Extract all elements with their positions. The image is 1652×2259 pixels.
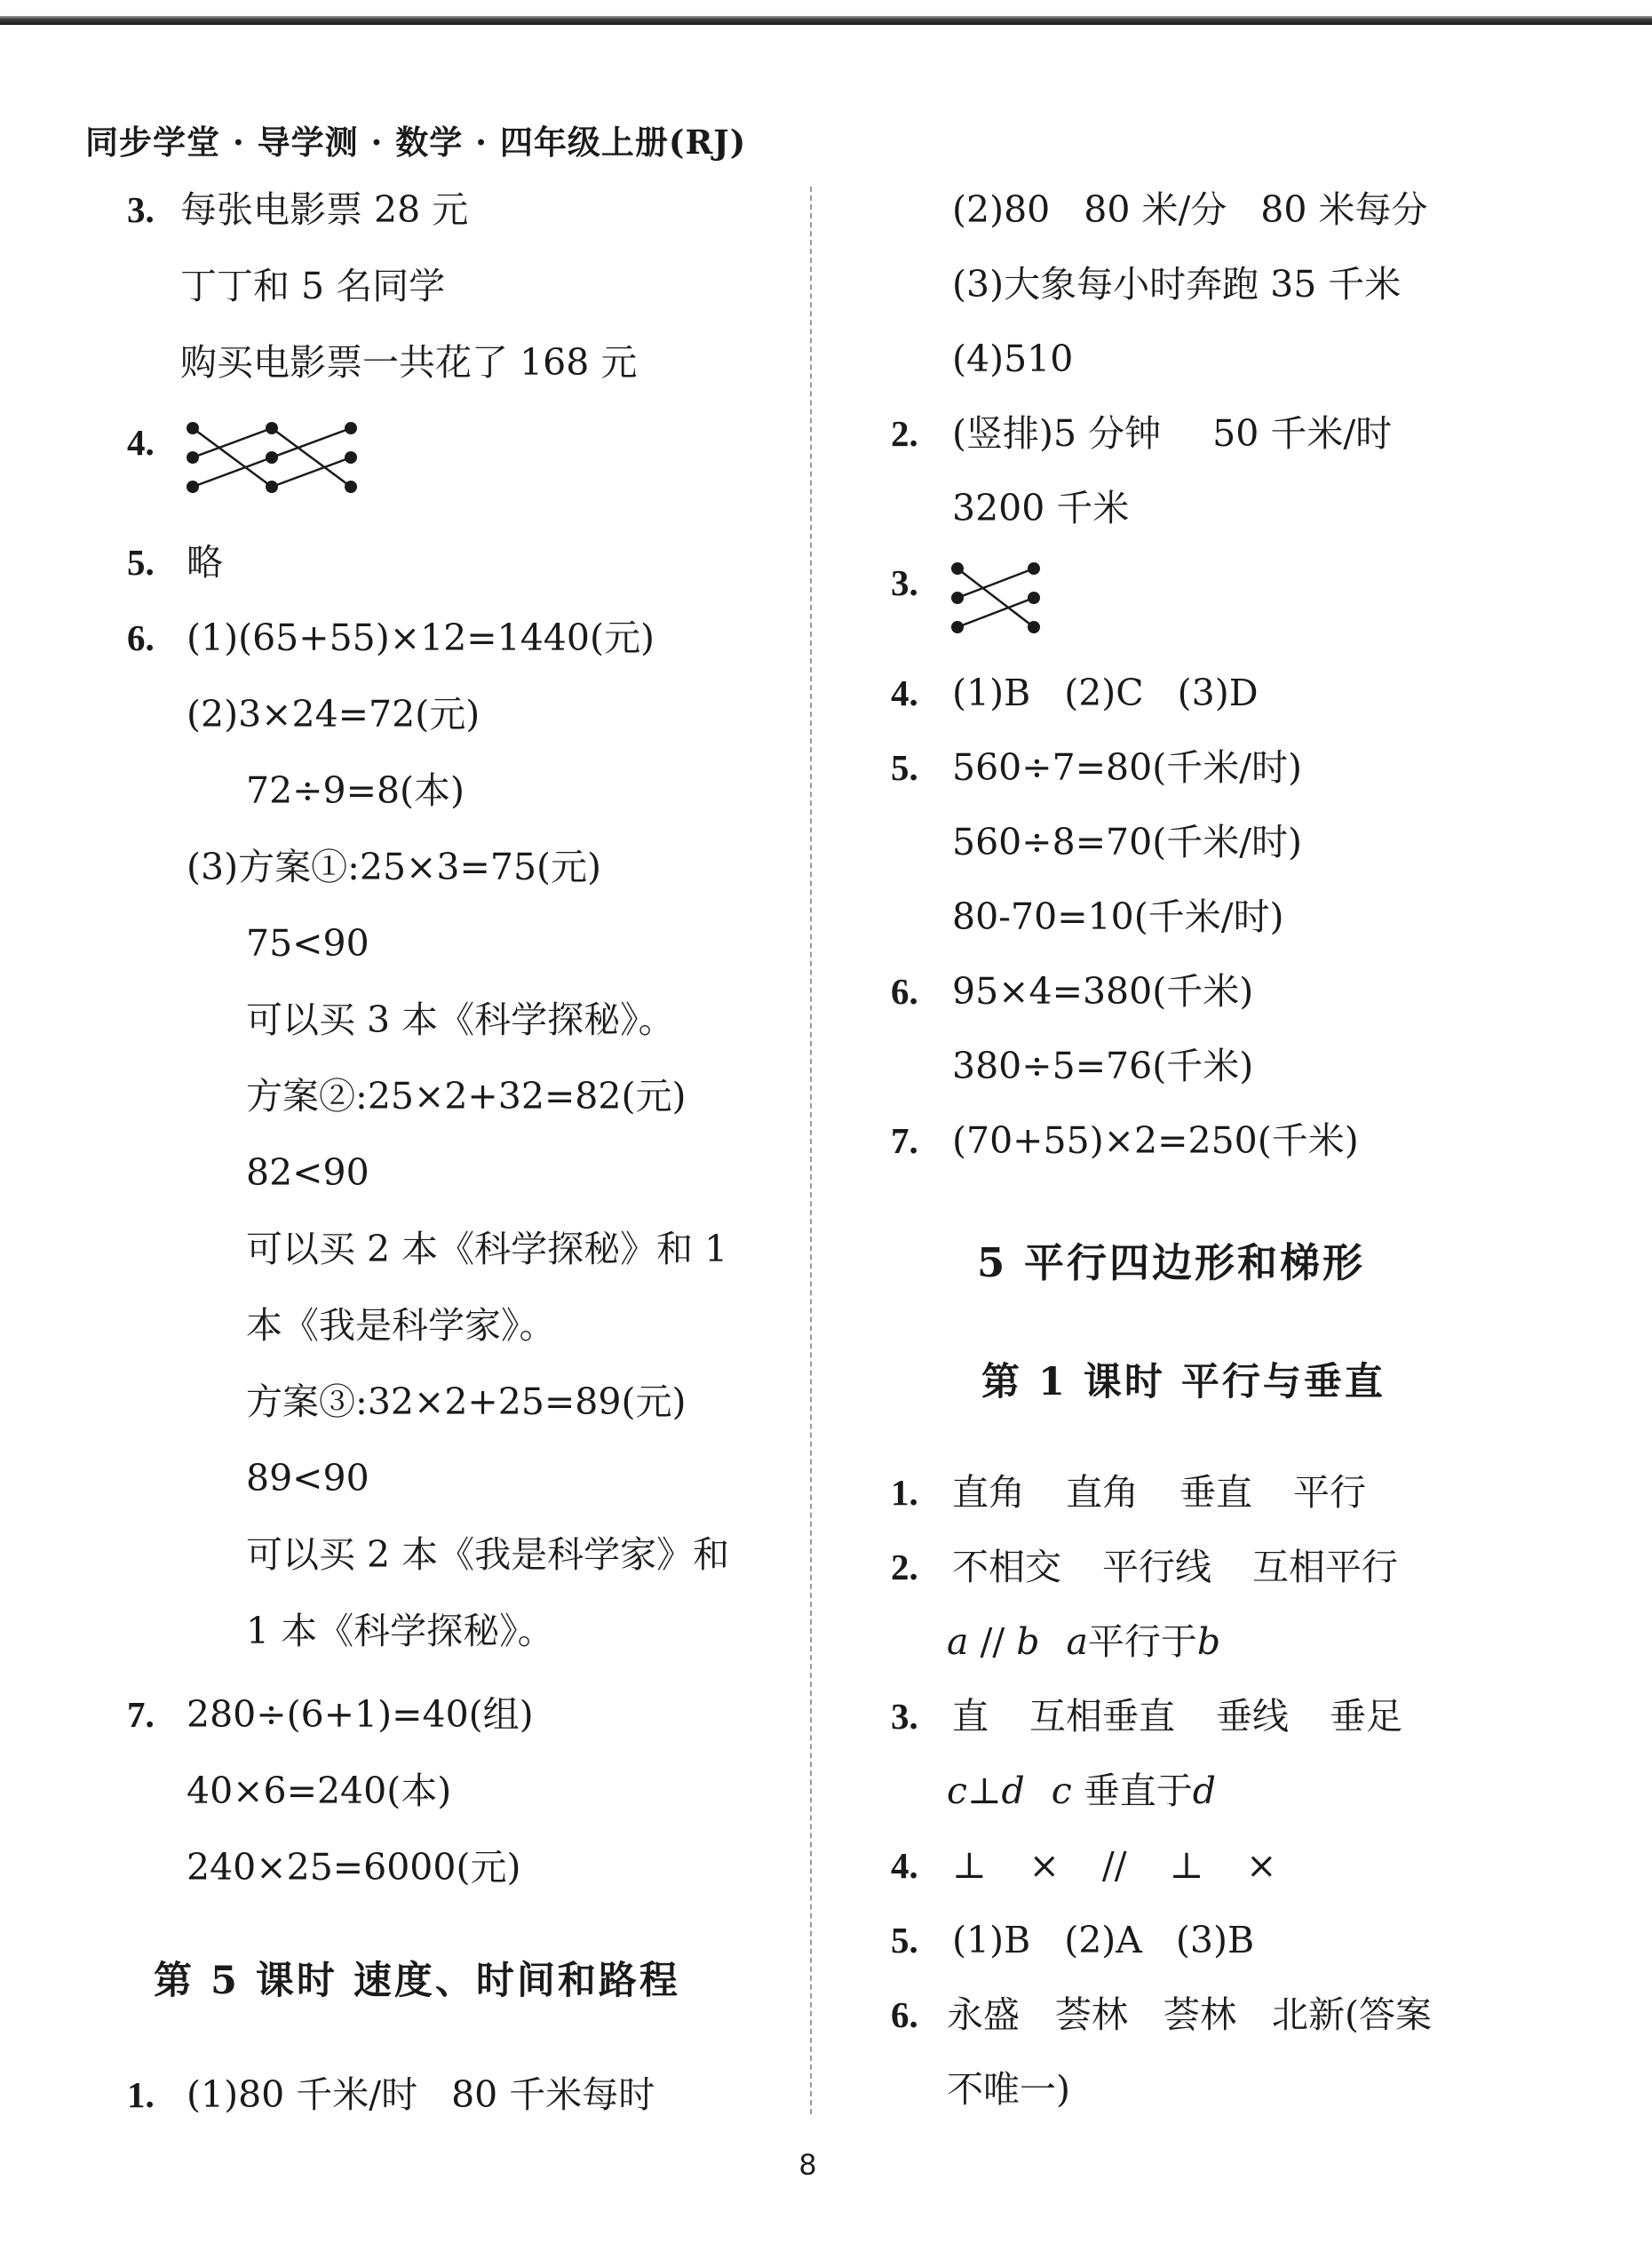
answer-line: (1)(65+55)×12=1440(元)	[187, 616, 655, 659]
answer-line: 75<90	[246, 922, 369, 965]
column-divider	[810, 187, 812, 2114]
question-number: 3.	[127, 189, 155, 230]
answer-line: c⊥d c 垂直于d	[947, 1770, 1217, 1812]
answer-line: (1)80 千米/时 80 千米每时	[187, 2073, 655, 2116]
answer-line: 丁丁和 5 名同学	[180, 265, 446, 307]
answer-line: (3)方案①:25×3=75(元)	[187, 846, 602, 888]
answer-line: 直角 直角 垂直 平行	[952, 1471, 1366, 1514]
answer-line: (4)510	[952, 338, 1074, 380]
question-number: 1.	[891, 1472, 918, 1513]
top-border	[0, 16, 1652, 25]
question-number: 3.	[891, 562, 918, 603]
answer-line: (2)3×24=72(元)	[187, 693, 481, 736]
answer-line: 80-70=10(千米/时)	[952, 895, 1284, 938]
answer-line: (3)大象每小时奔跑 35 千米	[952, 263, 1402, 306]
question-number: 6.	[891, 1994, 918, 2035]
book-header: 同步学堂 · 导学测 · 数学 · 四年级上册(RJ)	[85, 123, 747, 162]
chapter-heading: 5 平行四边形和梯形	[977, 1239, 1365, 1286]
answer-line: 72÷9=8(本)	[246, 769, 465, 812]
answer-line: 40×6=240(本)	[187, 1770, 452, 1812]
question-number: 5.	[127, 542, 155, 583]
parallel-symbol: //	[1101, 1844, 1127, 1887]
answer-line: 永盛 荟林 荟林 北新(答案	[947, 1993, 1432, 2036]
answer-line: (竖排)5 分钟 50 千米/时	[952, 412, 1393, 455]
answer-line: (1)B (2)C (3)D	[952, 672, 1259, 714]
answer-line: (2)80 80 米/分 80 米每分	[952, 188, 1428, 231]
question-number: 1.	[127, 2074, 155, 2115]
answer-line: 本《我是科学家》。	[246, 1304, 556, 1347]
perpendicular-symbol: ⊥	[952, 1844, 987, 1887]
answer-line: 不唯一)	[947, 2068, 1070, 2111]
answer-line: 购买电影票一共花了 168 元	[180, 341, 638, 384]
wrong-mark: ×	[1246, 1844, 1277, 1887]
answer-line: 95×4=380(千米)	[952, 970, 1254, 1013]
answer-line: 可以买 2 本《科学探秘》和 1	[246, 1228, 728, 1270]
answer-line: (1)B (2)A (3)B	[952, 1919, 1255, 1961]
question-number: 2.	[891, 413, 918, 454]
answer-line: 1 本《科学探秘》。	[246, 1610, 554, 1652]
answer-line: 不相交 平行线 互相平行	[952, 1546, 1398, 1588]
answer-line: 可以买 2 本《我是科学家》和	[246, 1533, 730, 1576]
answer-line: 每张电影票 28 元	[180, 188, 469, 231]
answer-line: 略	[187, 541, 223, 584]
question-number: 4.	[891, 672, 918, 713]
question-number: 6.	[891, 971, 918, 1012]
answer-line: 560÷7=80(千米/时)	[952, 746, 1303, 789]
answer-line: 82<90	[246, 1151, 369, 1194]
answer-line: 89<90	[246, 1457, 369, 1499]
answer-line: (70+55)×2=250(千米)	[952, 1119, 1359, 1162]
question-number: 7.	[891, 1120, 918, 1161]
page-number: 8	[799, 2148, 816, 2182]
question-number: 4.	[127, 422, 155, 463]
answer-line: a // b a平行于b	[947, 1620, 1221, 1663]
answer-line: 240×25=6000(元)	[187, 1846, 521, 1889]
question-number: 3.	[891, 1696, 918, 1737]
question-number: 2.	[891, 1547, 918, 1587]
lesson-heading: 第 5 课时 速度、时间和路程	[154, 1959, 680, 2003]
answer-line: 560÷8=70(千米/时)	[952, 821, 1303, 863]
answer-line: 3200 千米	[952, 487, 1130, 529]
question-number: 5.	[891, 747, 918, 788]
question-number: 7.	[127, 1694, 155, 1735]
perpendicular-symbol: ⊥	[1169, 1844, 1204, 1887]
question-number: 6.	[127, 617, 155, 658]
lesson-heading: 第 1 课时 平行与垂直	[981, 1360, 1386, 1404]
answer-line	[952, 1841, 1276, 1890]
answer-line: 直 互相垂直 垂线 垂足	[952, 1695, 1402, 1738]
answer-line: 方案②:25×2+32=82(元)	[246, 1075, 687, 1118]
answer-line: 280÷(6+1)=40(组)	[187, 1693, 534, 1736]
matching-lines-icon	[182, 418, 360, 497]
matching-lines-icon	[947, 558, 1044, 638]
answer-line: 方案③:32×2+25=89(元)	[246, 1380, 687, 1423]
question-number: 4.	[891, 1845, 918, 1886]
answer-line: 可以买 3 本《科学探秘》。	[246, 998, 675, 1041]
answer-line: 380÷5=76(千米)	[952, 1045, 1254, 1087]
question-number: 5.	[891, 1920, 918, 1961]
wrong-mark: ×	[1029, 1844, 1060, 1887]
